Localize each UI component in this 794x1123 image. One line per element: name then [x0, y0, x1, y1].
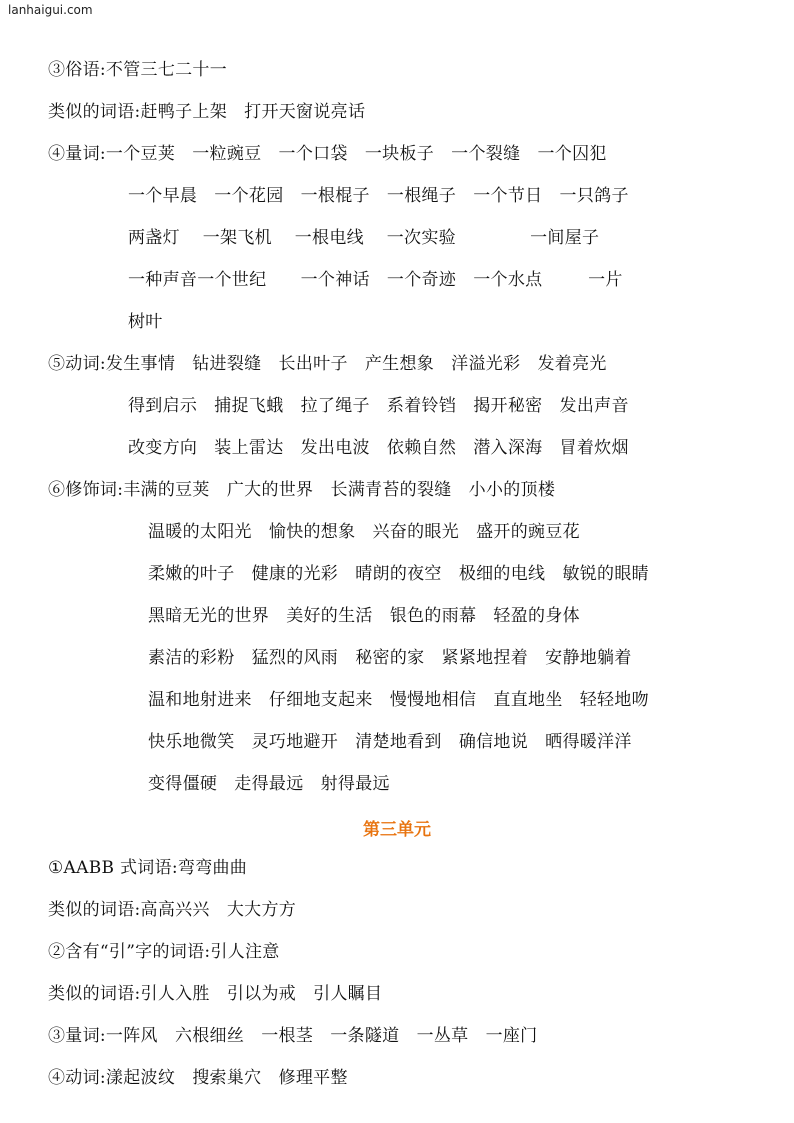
measure-words-line: 两盏灯 一架飞机 一根电线 一次实验 一间屋子 [128, 228, 600, 248]
modifiers-line: 温暖的太阳光 愉快的想象 兴奋的眼光 盛开的豌豆花 [148, 522, 580, 542]
modifiers-line: 柔嫩的叶子 健康的光彩 晴朗的夜空 极细的电线 敏锐的眼睛 [148, 564, 649, 584]
verbs-line: 得到启示 捕捉飞蛾 拉了绳子 系着铃铛 揭开秘密 发出声音 [128, 396, 629, 416]
measure-words-line: ④量词:一个豆荚 一粒豌豆 一个口袋 一块板子 一个裂缝 一个囚犯 [48, 144, 607, 164]
similar-phrases-line: 类似的词语:高高兴兴 大大方方 [48, 900, 297, 920]
modifiers-line: 温和地射进来 仔细地支起来 慢慢地相信 直直地坐 轻轻地吻 [148, 690, 649, 710]
modifiers-line: 变得僵硬 走得最远 射得最远 [148, 774, 390, 794]
verbs-line: ⑤动词:发生事情 钻进裂缝 长出叶子 产生想象 洋溢光彩 发着亮光 [48, 354, 607, 374]
site-watermark: lanhaigui.com [8, 3, 93, 17]
measure-words-line: ③量词:一阵风 六根细丝 一根茎 一条隧道 一丛草 一座门 [48, 1026, 538, 1046]
measure-words-line: 一种声音一个世纪 一个神话 一个奇迹 一个水点 一片 [128, 270, 623, 290]
similar-phrases-line: 类似的词语:赶鸭子上架 打开天窗说亮话 [48, 102, 366, 122]
modifiers-line: ⑥修饰词:丰满的豆荚 广大的世界 长满青苔的裂缝 小小的顶楼 [48, 480, 556, 500]
aabb-words-line: ①AABB 式词语:弯弯曲曲 [48, 858, 248, 878]
modifiers-line: 快乐地微笑 灵巧地避开 清楚地看到 确信地说 晒得暖洋洋 [148, 732, 632, 752]
verbs-line: 改变方向 装上雷达 发出电波 依赖自然 潜入深海 冒着炊烟 [128, 438, 629, 458]
proverb-line: ③俗语:不管三七二十一 [48, 60, 228, 80]
yin-words-line: ②含有“引”字的词语:引人注意 [48, 942, 280, 962]
similar-phrases-line: 类似的词语:引人入胜 引以为戒 引人瞩目 [48, 984, 383, 1004]
modifiers-line: 素洁的彩粉 猛烈的风雨 秘密的家 紧紧地捏着 安静地躺着 [148, 648, 632, 668]
verbs-line: ④动词:漾起波纹 搜索巢穴 修理平整 [48, 1068, 348, 1088]
section-heading: 第三单元 [363, 820, 431, 840]
measure-words-line: 树叶 [128, 312, 163, 332]
modifiers-line: 黑暗无光的世界 美好的生活 银色的雨幕 轻盈的身体 [148, 606, 580, 626]
measure-words-line: 一个早晨 一个花园 一根棍子 一根绳子 一个节日 一只鸽子 [128, 186, 629, 206]
